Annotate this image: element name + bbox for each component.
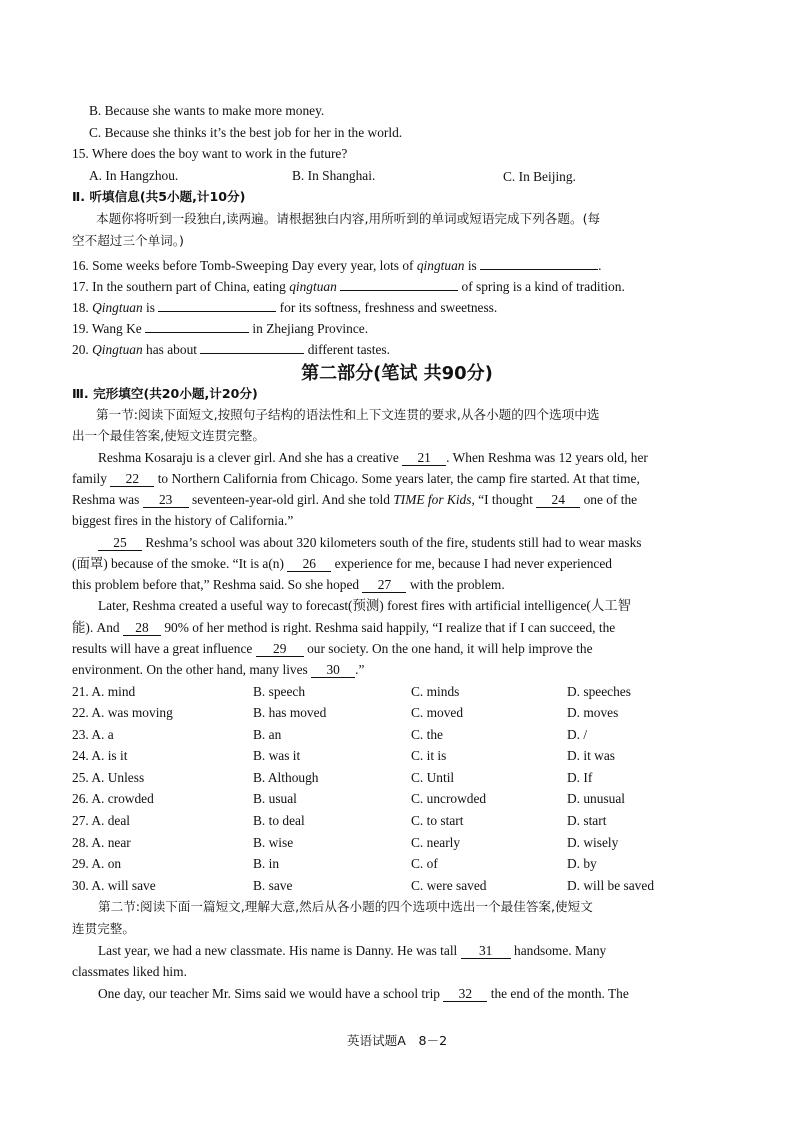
passage1-text: experience for me, because I had never experienced — [334, 556, 612, 571]
q16-text: 16. Some weeks before Tomb-Sweeping Day every year, lots of — [72, 258, 417, 273]
option-23c[interactable]: C. the — [411, 727, 443, 742]
q20-answer-blank[interactable] — [200, 338, 304, 354]
passage1-text: seventeen-year-old girl. And she told — [192, 492, 390, 507]
q17-word: qingtuan — [289, 279, 337, 294]
passage1-text: 能). And — [72, 620, 120, 635]
q20-word: Qingtuan — [92, 342, 143, 357]
passage1-line10 — [72, 640, 593, 658]
passage1-text: (面罩) because of the smoke. “It is a(n) — [72, 556, 284, 571]
passage1-text: .” — [355, 662, 365, 677]
option-29d[interactable]: D. by — [567, 856, 597, 871]
q19-answer-blank[interactable] — [145, 317, 249, 333]
q18 — [72, 296, 497, 317]
option-24d[interactable]: D. it was — [567, 748, 615, 763]
option-29b[interactable]: B. in — [253, 856, 280, 871]
passage1-line2 — [72, 470, 640, 488]
q18-answer-blank[interactable] — [158, 296, 276, 312]
q18-text-2: for its softness, freshness and sweetness. — [276, 300, 498, 315]
passage2-text: handsome. Many — [514, 943, 607, 958]
q19-text: 19. Wang Ke — [72, 321, 142, 336]
q15-option-c: C. In Beijing. — [503, 169, 576, 184]
option-30c[interactable]: C. were saved — [411, 878, 487, 893]
blank-27[interactable]: 27 — [362, 577, 406, 593]
q19-text-2: in Zhejiang Province. — [249, 321, 369, 336]
option-26d[interactable]: D. unusual — [567, 791, 626, 806]
passage1-text: our society. On the one hand, it will help improve the — [307, 641, 593, 656]
passage1-text: one of the — [583, 492, 638, 507]
passage1-text: Reshma’s school was about 320 kilometers south of the fire, students still had to wear masks — [145, 535, 642, 550]
option-25c[interactable]: C. Until — [411, 770, 455, 785]
option-30b[interactable]: B. save — [253, 878, 293, 893]
option-30a[interactable]: 30. A. will save — [72, 878, 156, 893]
q17-text-2: of spring is a kind of tradition. — [458, 279, 625, 294]
option-26c[interactable]: C. uncrowded — [411, 791, 487, 806]
q18-word: Qingtuan — [92, 300, 143, 315]
blank-32[interactable]: 32 — [443, 986, 487, 1002]
option-22b[interactable]: B. has moved — [253, 705, 327, 720]
option-27b[interactable]: B. to deal — [253, 813, 305, 828]
option-25b[interactable]: B. Although — [253, 770, 319, 785]
section-3-instruction-line1: 第一节:阅读下面短文,按照句子结构的语法性和上下文连贯的要求,从各小题的四个选项中选 — [96, 407, 600, 422]
passage2-line2: classmates liked him. — [72, 964, 187, 979]
passage1-text: 90% of her method is right. Reshma said happily, “I realize that if I can succeed, the — [164, 620, 616, 635]
passage1-text: results will have a great influence — [72, 641, 253, 656]
passage1-text: family — [72, 471, 107, 486]
passage1-line9 — [72, 619, 615, 637]
option-22c[interactable]: C. moved — [411, 705, 464, 720]
passage1-line3 — [72, 491, 637, 509]
passage2-text: One day, our teacher Mr. Sims said we would have a school trip — [98, 986, 440, 1001]
blank-31[interactable]: 31 — [461, 943, 511, 959]
q15-option-b: B. In Shanghai. — [292, 168, 376, 183]
option-28c[interactable]: C. nearly — [411, 835, 461, 850]
blank-22[interactable]: 22 — [110, 471, 154, 487]
passage1-text: environment. On the other hand, many lives — [72, 662, 308, 677]
option-27a[interactable]: 27. A. deal — [72, 813, 131, 828]
option-22d[interactable]: D. moves — [567, 705, 619, 720]
option-23b[interactable]: B. an — [253, 727, 282, 742]
passage1-text: , “I thought — [471, 492, 533, 507]
passage1-line7 — [72, 576, 505, 594]
passage1-line11 — [72, 661, 364, 679]
passage1-line8: Later, Reshma created a useful way to forecast(预测) forest fires with artificial intelligence(人工智 — [98, 598, 632, 613]
option-27c[interactable]: C. to start — [411, 813, 464, 828]
option-23d[interactable]: D. / — [567, 727, 588, 742]
section-2-instruction-line2: 空不超过三个单词。) — [72, 233, 184, 248]
q20-text: has about — [142, 342, 197, 357]
q14-option-b: B. Because she wants to make more money. — [89, 103, 325, 118]
page-footer: 英语试题A 8－2 — [346, 1033, 448, 1048]
option-30d[interactable]: D. will be saved — [567, 878, 655, 893]
q18-number: 18. — [72, 300, 93, 315]
blank-24[interactable]: 24 — [536, 492, 580, 508]
passage1-line6 — [72, 555, 612, 573]
option-21a[interactable]: 21. A. mind — [72, 684, 136, 699]
passage1-text: Reshma was — [72, 492, 140, 507]
passage1-text: . When Reshma was 12 years old, her — [446, 450, 648, 465]
blank-28[interactable]: 28 — [123, 620, 161, 636]
q18-text: is — [142, 300, 155, 315]
q14-option-c: C. Because she thinks it’s the best job for her in the world. — [89, 125, 403, 140]
option-24b[interactable]: B. was it — [253, 748, 301, 763]
option-29c[interactable]: C. of — [411, 856, 438, 871]
passage1-text: with the problem. — [409, 577, 505, 592]
q17 — [72, 275, 625, 296]
blank-26[interactable]: 26 — [287, 556, 331, 572]
section-2-instruction-line1: 本题你将听到一段独白,读两遍。请根据独白内容,用所听到的单词或短语完成下列各题。(每 — [96, 211, 601, 226]
q17-text: 17. In the southern part of China, eating — [72, 279, 290, 294]
q17-answer-blank[interactable] — [340, 275, 458, 291]
passage2-line3 — [98, 985, 629, 1003]
passage1-line4: biggest fires in the history of California.” — [72, 513, 294, 528]
passage1-text: to Northern California from Chicago. Some years later, the camp fire started. At that time, — [157, 471, 640, 486]
section-3-instruction-line2: 出一个最佳答案,使短文连贯完整。 — [72, 428, 265, 443]
option-26a[interactable]: 26. A. crowded — [72, 791, 154, 806]
blank-29[interactable]: 29 — [256, 641, 304, 657]
section-3b-instruction-line2: 连贯完整。 — [72, 921, 135, 936]
q20 — [72, 338, 390, 359]
option-27d[interactable]: D. start — [567, 813, 607, 828]
q16-text-2: is — [464, 258, 477, 273]
option-24a[interactable]: 24. A. is it — [72, 748, 128, 763]
option-28a[interactable]: 28. A. near — [72, 835, 131, 850]
option-28b[interactable]: B. wise — [253, 835, 294, 850]
q15-option-a: A. In Hangzhou. — [89, 168, 179, 183]
option-22a[interactable]: 22. A. was moving — [72, 705, 173, 720]
passage1-line5 — [98, 534, 641, 552]
option-24c[interactable]: C. it is — [411, 748, 447, 763]
option-25d[interactable]: D. If — [567, 770, 593, 785]
section-2-heading: Ⅱ. 听填信息(共5小题,计10分) — [72, 189, 246, 204]
section-3-heading: Ⅲ. 完形填空(共20小题,计20分) — [72, 386, 258, 401]
option-23a[interactable]: 23. A. a — [72, 727, 114, 742]
q16-answer-blank[interactable] — [480, 254, 598, 270]
section-3b-instruction-line1: 第二节:阅读下面一篇短文,理解大意,然后从各小题的四个选项中选出一个最佳答案,使短文 — [98, 899, 593, 914]
q16 — [72, 254, 601, 275]
blank-23[interactable]: 23 — [143, 492, 189, 508]
option-25a[interactable]: 25. A. Unless — [72, 770, 145, 785]
q20-number: 20. — [72, 342, 93, 357]
passage2-text: Last year, we had a new classmate. His name is Danny. He was tall — [98, 943, 458, 958]
q16-end: . — [598, 258, 602, 273]
passage1-text: this problem before that,” Reshma said. So she hoped — [72, 577, 360, 592]
passage2-text: the end of the month. The — [490, 986, 629, 1001]
passage1-text: Reshma Kosaraju is a clever girl. And she has a creative — [98, 450, 399, 465]
blank-25[interactable]: 25 — [98, 535, 142, 551]
passage1-line1 — [98, 449, 648, 467]
passage2-line1 — [98, 942, 606, 960]
option-26b[interactable]: B. usual — [253, 791, 297, 806]
option-28d[interactable]: D. wisely — [567, 835, 619, 850]
blank-30[interactable]: 30 — [311, 662, 355, 678]
option-21d[interactable]: D. speeches — [567, 684, 631, 699]
option-21c[interactable]: C. minds — [411, 684, 460, 699]
q16-word: qingtuan — [416, 258, 465, 273]
q15-stem: 15. Where does the boy want to work in the future? — [72, 146, 348, 161]
q20-text-2: different tastes. — [304, 342, 390, 357]
option-21b[interactable]: B. speech — [253, 684, 306, 699]
blank-21[interactable]: 21 — [402, 450, 446, 466]
part-2-title: 第二部分(笔试 共90分) — [301, 363, 493, 384]
option-29a[interactable]: 29. A. on — [72, 856, 122, 871]
passage1-magazine: TIME for Kids — [393, 492, 472, 507]
q19 — [72, 317, 368, 338]
